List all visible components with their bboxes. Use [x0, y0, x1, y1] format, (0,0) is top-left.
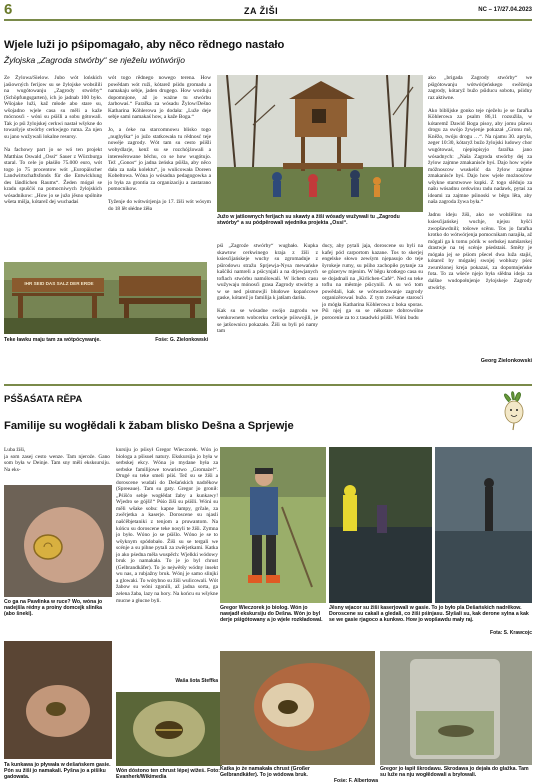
katka-credit: Fośe: F. Albertowa — [334, 778, 378, 784]
gregor-photo — [220, 447, 326, 603]
bench-photo — [4, 262, 207, 334]
child-water-photo — [4, 641, 112, 759]
article1-column-4: ducy, aby pytali jaja, doroscene su byli na kafej pód carportom kazane. Tos to skerjej engelske słowo zewśym njepasujo do teje šyrokeje rumy, su pśiho zachopiło pytanje za se gózeryw mjenim. W běgu krotkego casa su se dojadnali na „Kirlichen-Café“. Ned su teke toflu na městnje pśicynili. A su wó tom powědali, kak se wótwardowanje zagrody organizěrowaś bužo. Z tym zwěsane starosći jo mógła Katharina Köhlerowa z boka sporas. Pśi njej ga su se někotare dobrowólne porocenie za to z tasadwki pśišli. Wóni budu — [322, 243, 423, 322]
child-water-caption: Ta kunkawa jo pływała w dešańskem gasie. Pón su žiši jo namakali. Pyšna jo a pišiku gadowata. — [4, 762, 111, 781]
bench-credit: Fośe: G. Zielonkowski — [155, 337, 208, 343]
article2-column-2: kursiju jo pśisył Gregor Wieczorek. Wón jo biologa a pšisuel natury. Ekskursija jo była w serbskej ekcy. Wóna jo mydane była za serbske familijowe towaristwo „Gromaże!“. Drugé su teke smeli pśiś. Tež su se žiši a doroscene wudali do Dešańskich nadrěkow (Spreeaue). Tam su gaty. Gregor jo gronił: „Pśišćo sebje wogłědat žaby a kunkawy! Wjedro se gójši!“ Pśśo žiši su pśišli. Wóni su měli wšake sobu: kapne lampy, grčale, za zwěrjetka a kaserje. Doroscene su njasli našćěbjetaniki z tenjom a pruwantom. Na kóńcu su doroscene teke nosyli te žiši. Zymna jo było. Wóno jo se pśišlo. Wóno je se to wšyknym spódobało. Žiši su se tergali we scénje a su pihne pytali za zwěrjetkami. Katka jo ako pśedna měla wuspěch: Wjelkki wódowy bruk jo namakała. To je jo byl chrust (Gelbrandkäfer). To jo nejwětšy wódny insekt wu nas, a rubjažny bruk. Wónj je samo slinjki a glowaki. To wótybno su žiši wulicowali. Wót žabow su wóni zgonili, až jadna sorta, ga zelena žaba, lazy na hory. Na końcu su wšykne mucne a głucne byli. — [116, 447, 218, 604]
page-number: 6 — [4, 1, 13, 18]
fish-caption: Gregor jo łapił škrodawu. Skrodawa jo dejała do glažka. Tam su luže na nju wogłědowali a bryłowali. — [380, 766, 529, 779]
pond-caption: Jěsny wjacor su žiši kaserjowali w gasie. To jo było pla Dešańskich nadrěkow. Doroscene su cakali a gledali, co žiši pśinjasu. Slyšali su, kak derone sylna a kak se we gasie rjagoco a kunkwo. How jo wopšawdu mały raj. — [329, 605, 529, 624]
header-rule — [4, 19, 532, 21]
pawlinka-caption: Co ga na Pawlinka w ruce? Wo, wóna jo nadejšla rédny a proiny domcejk slinika (abo šneki). — [4, 599, 103, 618]
article2-column-1: Luba žiši, ja som zasej cesto wenze. Tam njeroźe. Gano som była w Deinje. Tam sny měli eksksursiju. Na eks- — [4, 447, 110, 473]
treehouse-caption: Južo w jatšownych ferijach su skawty a žiši wósady wužywali tu „Zagrodu stwórby“ a su pódpěrowali wjednika projekta „Ossi“. — [217, 214, 400, 227]
issue-label: NC – 17/27.04.2023 — [478, 7, 532, 13]
jar-photo — [116, 692, 222, 766]
article2-headline: Familije su wogłědali k žabam blisko Dešna a Sprjewje — [4, 420, 294, 432]
article1-headline: Wjele luži jo pśipomagało, aby něco rědnego nastało — [4, 39, 285, 51]
pond-photo-2 — [435, 447, 532, 603]
pond-photo-1 — [329, 447, 432, 603]
article1-column-3: pśi „Zagroźe stwórby“ wugbało. Kupka skawtow cerkwinego kraja z žiši z ksiesćijańskeje wuchy su zgromadnje z pśirodowu stražu Sprjewja-Nysa mewańske kašćiki namreli a pśicynjali a na drjewjanych toflach stwórbu namólowali. W lichem casu wužywaju mónosći grasa Zagrody stwórby a w se ned pismowjli bludowe kopańcowe gaske, kótarež jo familija k jatšam dariła. Kak su se wósadne swójo zagrodu we wenkownem wobcerku cerkwje pśiswojili, je se jatšownicu pokazało. Žiši su byli pó namy tam — [217, 243, 318, 335]
section2-label: PŚŠAŚATA RĚPA — [4, 394, 83, 405]
bench-sign-text: IHR SEID DAS SALZ DER ERDE — [24, 281, 94, 286]
jar-caption: Wón dóstono ten chrust lépej wižeś. Foto: Evanherk/Wikimedia — [116, 768, 221, 781]
pawlinka-photo — [4, 485, 112, 597]
section-title: ZA ŽIŠI — [244, 6, 279, 16]
bench-illustration — [4, 262, 207, 334]
bench-caption: Teke ławku maju tam za wótpócywanje. — [4, 337, 101, 343]
article1-subhead: Žylojska „Zagroda stwórby“ se nježelu wótwórijo — [4, 55, 185, 65]
gregor-caption: Gregor Wieczorek jo biolog. Wón jo nawjadł ekskursiju do Dešna. Wón jo byl derje pśigótowany a jo wjele rozkładowal. — [220, 605, 323, 624]
section2-rule — [4, 384, 532, 386]
treehouse-illustration — [217, 75, 423, 212]
katka-photo — [220, 651, 375, 765]
pond-credit: Fota: S. Krawcojc — [490, 630, 532, 636]
turnip-mascot-icon — [497, 388, 531, 432]
article1-author: Georg Zielonkowski — [480, 358, 532, 364]
article1-column-1: Ze Žylowa/Sielow. Jubo wót lońskich jaśiowných ferijow su se žylojske wobsilili na wugótowanju „Zagrody stwórby“ (Schöpfungsgarten), ich jo jadnab 100 było. Wšojake luži, kaž młode abo stare su, wšojadno wjele casa su měli a kaže mócnosći - wóni su pśišli a sobu gótowali. Tak jo pśi žylojskej cerkwi nastał wšykne do towaršyje stwórby cerkwjego ruma. Za njen su jano wužywali lokalne resursy. Na fachowy part jo se wó ten projekt Matthias Oswald „Ossi“ Sauer z Würzburga staral. To cele jo płaśiło 75.000 euro, wót togo jo 75 procentow wót „Europäischer Landwirtschaftsfonds für die Entwicklung des ländlichen Raums“. Žeden mógał se kradu spušćiś na pomocniwych žylojskich wósadnikow: „How jo se južo jěsno spólnite wšeta mišja, kótarež dej wuchadaś — [4, 75, 102, 206]
article1-column-5: ako „brigada Zagrody stwórby“ we pśigótowanju wótwórjeńskego swěźenja zagrody, kótaryž bužo pśiducu sobotu, pśidny raz aktiwne. Ako biblijske gonko teje nježelu je se farařka Köhlerowa za psalm 86,11 rozsužila, w kótaremž Dawid Boga pisoy, aby jomu pšawu drogu za swójo žywjenje pokazał „Gronu mě, Kněžo, twóju drogu …“. Na njamu 30. apryla, zeger 10:30, kótaryž bužo žylojski ludowy chor wugótowaś, njepispisyjo farařka jano wósadnych: „Naša Zagroda stwórby dej za žylow zajmne zmakanisće byś. Dajo how wjele móžnoscow wuskelić da žylow zajmne zmakanisće byś. Dajo how wjele możnosćow wšykne starstwowe kupki. Z togo slědujo za našu wósadnu cerkwinu radu nadawk, pytaś za ideami za zajmne pśinoski w běgu lěta, aby naša zagroda žywa była.“ Jadnu ideju žiši, ako se wobźělinu na ksiesćijańskej wuchje, njejsu hyšći zwopšawdnili; tošowe scěnu. Tos jo farařka krotko do wótwórjenja pomocnikam narajiła, až mógali ga k tomu pórik w serbskej namšarskej drastwje na tej scénje pśedstaiś. Směty je mógała jej se pśiom pšecel dwa luža stajiś, kótarež by mógalej swojej wobluzy pśez zwuréżonej kreja pokazaś, za dopomnjeńske fota. To za wšeće njejo była slědna ideja za dalšne wudopołnjenje žylojskeje Zagrody stwórby. — [428, 75, 532, 291]
article1-column-2: wót togo rědnego nowego terena. How powědam wót ruži, kótarež pśidu gromadu a namakaju sebje, jaden drugego. How worduju dopomnjone, až jo ważne tu stwórbu żarbowaś.“ Farařka za wósadu Žylow/Dešno Katharina Köhlerowa jo dodała: „Luže deje sebje sami namakaś how, a kaže Boga.“ Jo, a ćeke na starcomnowu blisko togo „nughylka“ jo južo statkowała tu rědnosć teje nowéje zagrody. Wót tam su cesto pśišli wobydlarje, kenž su se rozchójźowali a interesěrowane běchu, co se how wugótujo. Tež „Gonos“ jo jadna żeńska pśišla, aby něco dała za naša kolektu“, jo wulicowała Doreen Kobeltowa. Wóna jo wósadna pedagogowka a jo była za grontia za organizaciju a zastarano pomocnikow. Tyženje do wótwórjenja jo 17. žiši wót wósym do 18 lět słédne źěła — [108, 75, 211, 212]
fish-photo — [380, 651, 532, 765]
treehouse-photo — [217, 75, 423, 212]
katka-caption: Katka jo że namakała chrust (Großer Gelbrandkäfer). To jo wódowa bruk. — [220, 766, 310, 779]
article2-col2-credit: Waša šota Steffka — [175, 678, 218, 684]
